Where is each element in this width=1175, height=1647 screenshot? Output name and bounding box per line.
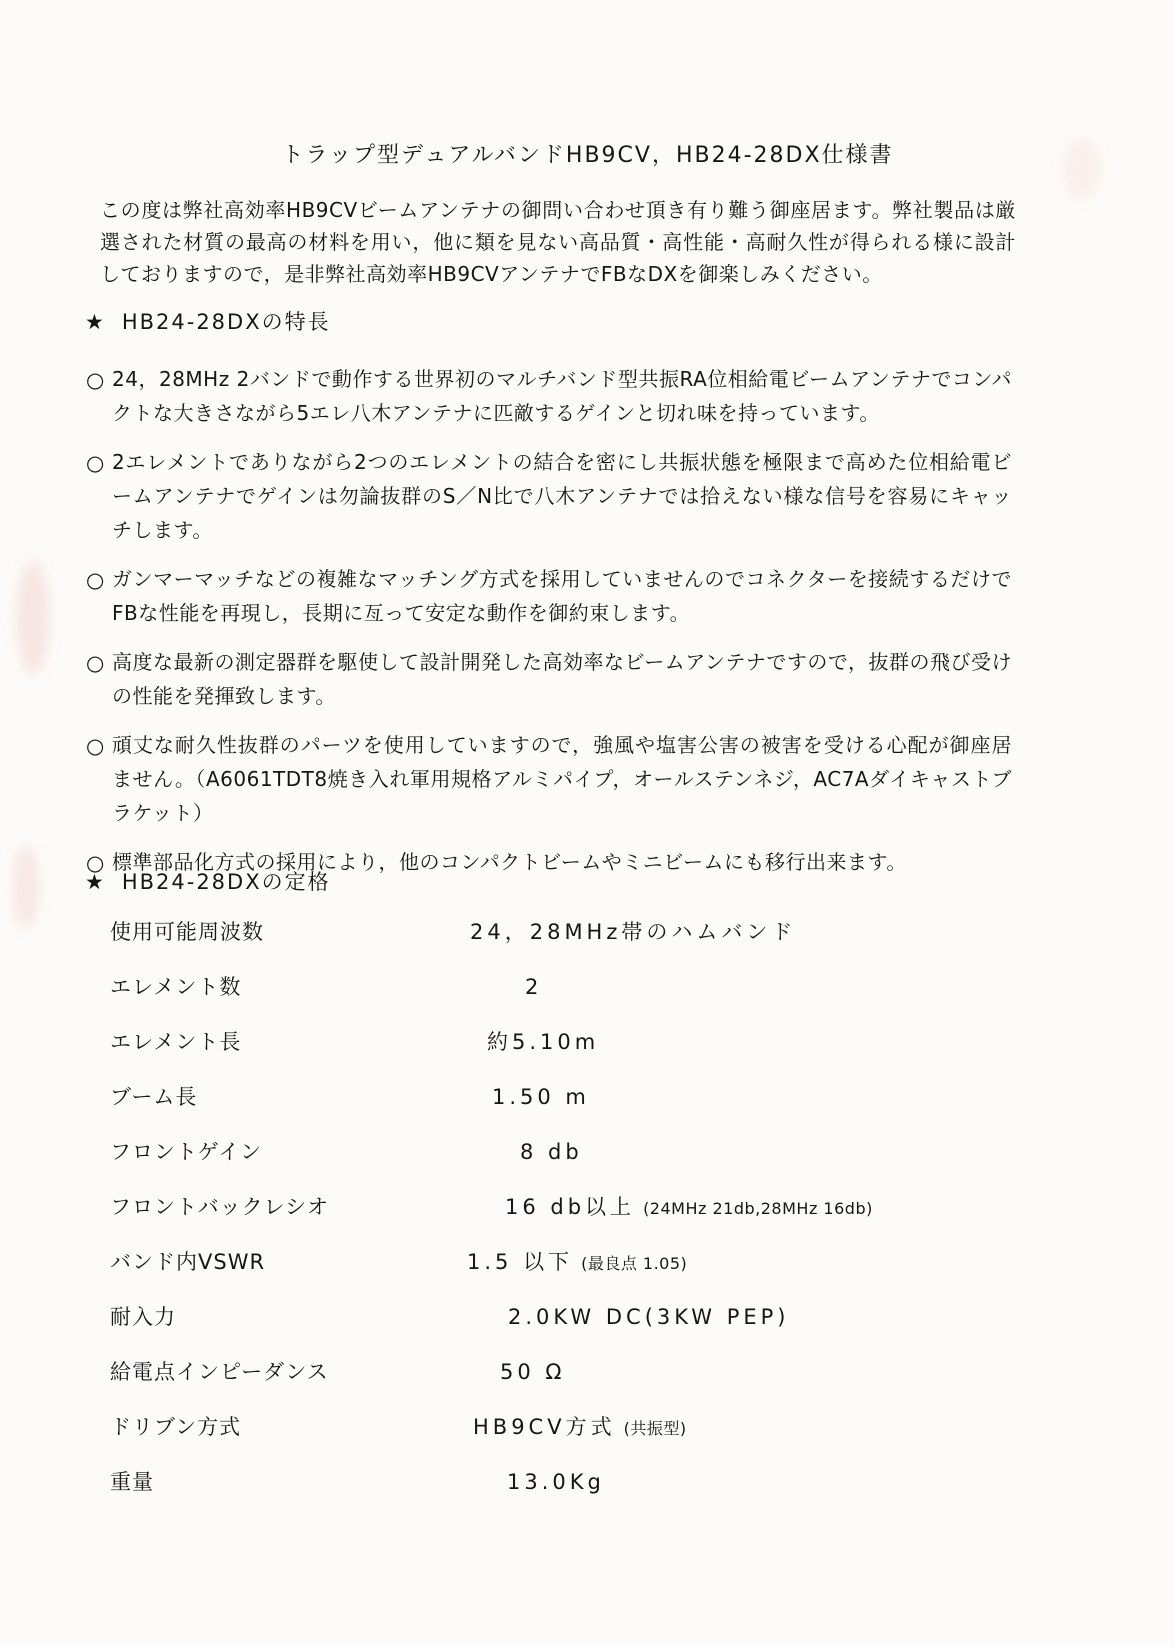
spec-row [110,1411,1070,1466]
spec-value: 約5.10m [487,1030,600,1054]
spec-label: バンド内VSWR [110,1250,266,1274]
feature-item [86,562,1012,630]
spec-row [110,1301,1070,1356]
feature-item [86,445,1012,547]
spec-label: ドリブン方式 [110,1415,242,1439]
feature-text: ガンマーマッチなどの複雑なマッチング方式を採用していませんのでコネクターを接続するだけでFBな性能を再現し，長期に亙って安定な動作を御約束します。 [112,567,1012,625]
circle-bullet-icon: ○ [86,568,105,592]
feature-text: 標準部品化方式の採用により，他のコンパクトビームやミニビームにも移行出来ます。 [112,850,907,874]
feature-text: 高度な最新の測定器群を駆使して設計開発した高効率なビームアンテナですので，抜群の飛び受けの性能を発揮致します。 [112,650,1012,708]
specs-heading-label: HB24-28DXの定格 [121,870,331,894]
specs-heading [85,866,331,896]
spec-row [110,1026,1070,1081]
spec-label: エレメント長 [110,1030,242,1054]
spec-value: 2 [525,975,543,999]
spec-label: ブーム長 [110,1085,198,1109]
circle-bullet-icon: ○ [86,851,105,875]
spec-label: フロントゲイン [110,1140,263,1164]
circle-bullet-icon: ○ [86,451,105,475]
spec-value: 50 Ω [500,1360,566,1384]
spec-value: 13.0Kg [507,1470,605,1494]
feature-text: 2エレメントでありながら2つのエレメントの結合を密にし共振状態を極限まで高めた位相給電ビームアンテナでゲインは勿論抜群のS／N比で八木アンテナでは拾えない様な信号を容易にキャッチします。 [112,450,1012,542]
spec-value: 1.50 m [492,1085,590,1109]
spec-value: 8 db [520,1140,583,1164]
star-icon: ★ [85,870,106,894]
circle-bullet-icon: ○ [86,368,105,392]
spec-label: 重量 [110,1470,154,1494]
circle-bullet-icon: ○ [86,734,105,758]
scan-smudge [16,560,50,675]
star-icon: ★ [85,310,106,334]
spec-row [110,1356,1070,1411]
spec-row [110,1246,1070,1301]
spec-label: 給電点インピーダンス [110,1360,329,1384]
spec-row [110,1191,1070,1246]
scan-smudge [12,845,40,930]
spec-row [110,971,1070,1026]
features-heading [85,306,331,336]
spec-row [110,1466,1070,1521]
spec-row [110,1136,1070,1191]
spec-value: 24，28MHz帯のハムバンド [470,920,797,944]
intro-paragraph: この度は弊社高効率HB9CVビームアンテナの御問い合わせ頂き有り難う御座居ます。弊社製品は厳選された材質の最高の材料を用い，他に類を見ない高品質・高性能・高耐久性が得られる様に設計しておりますので，是非弊社高効率HB9CVアンテナでFBなDXを御楽しみください。 [100,198,1016,286]
spec-row [110,916,1070,971]
features-heading-label: HB24-28DXの特長 [121,310,331,334]
feature-item [86,645,1012,713]
feature-item [86,362,1012,430]
circle-bullet-icon: ○ [86,651,105,675]
spec-row [110,1081,1070,1136]
spec-value: 1.5 以下 [467,1250,574,1274]
feature-text: 頑丈な耐久性抜群のパーツを使用していますので，強風や塩害公害の被害を受ける心配が御座居ません。（A6061TDT8焼き入れ軍用規格アルミパイプ，オールステンネジ，AC7Aダイキャストブラケット） [112,733,1012,825]
spec-label: エレメント数 [110,975,242,999]
feature-text: 24，28MHz 2バンドで動作する世界初のマルチバンド型共振RA位相給電ビームアンテナでコンパクトな大きさながら5エレ八木アンテナに匹敵するゲインと切れ味を持っています。 [112,367,1012,425]
features-list [86,362,1012,894]
feature-item [86,728,1012,830]
spec-value: HB9CV方式 [473,1415,616,1439]
specs-table [110,916,1070,1521]
spec-value: 2.0KW DC(3KW PEP) [508,1305,790,1329]
spec-label: 耐入力 [110,1305,176,1329]
spec-note: (共振型) [623,1419,687,1438]
page-title: トラップ型デュアルバンドHB9CV，HB24-28DX仕様書 [281,143,894,168]
spec-note: (24MHz 21db,28MHz 16db) [643,1199,873,1218]
spec-value: 16 db以上 [505,1195,636,1219]
spec-label: 使用可能周波数 [110,920,264,944]
spec-label: フロントバックレシオ [110,1195,330,1219]
spec-note: (最良点 1.05) [581,1254,688,1273]
